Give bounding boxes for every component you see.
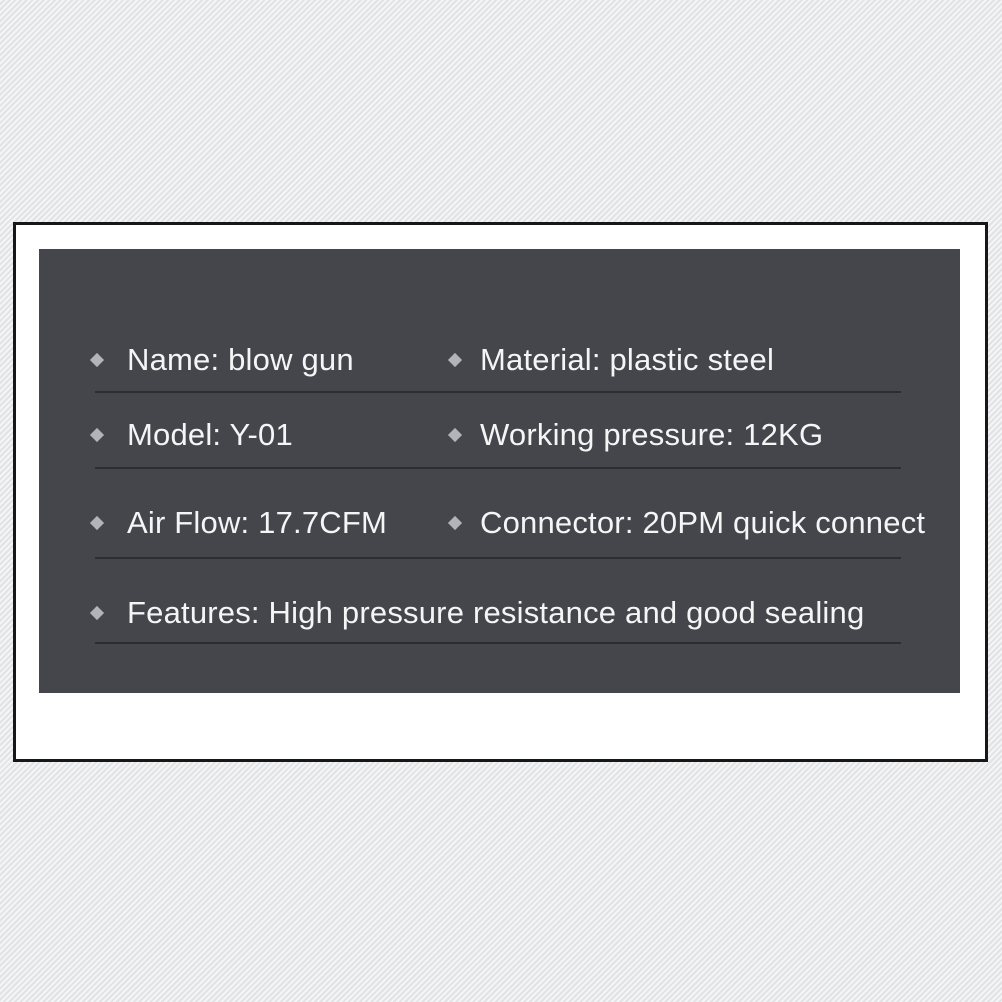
spec-text-model: Model: Y-01 [127,417,293,452]
diamond-bullet-icon [448,428,462,442]
diamond-bullet-icon [90,516,104,530]
diamond-bullet-icon [448,516,462,530]
spec-text-material: Material: plastic steel [480,342,775,377]
diamond-bullet-icon [448,353,462,367]
spec-panel [39,249,960,693]
diamond-bullet-icon [90,606,104,620]
spec-row-name-material [39,338,960,382]
spec-text-name: Name: blow gun [127,342,354,377]
row-divider [95,557,901,559]
diamond-bullet-icon [90,353,104,367]
row-divider [95,391,901,393]
spec-row-model-pressure [39,413,960,457]
row-divider [95,467,901,469]
diamond-bullet-icon [90,428,104,442]
spec-text-working-pressure: Working pressure: 12KG [480,417,824,452]
spec-row-airflow-connector [39,501,960,545]
spec-card [13,222,988,762]
row-divider [95,642,901,644]
spec-text-connector: Connector: 20PM quick connect [480,505,926,540]
spec-text-air-flow: Air Flow: 17.7CFM [127,505,388,540]
spec-row-features [39,591,960,635]
spec-text-features: Features: High pressure resistance and good sealing [127,595,865,630]
